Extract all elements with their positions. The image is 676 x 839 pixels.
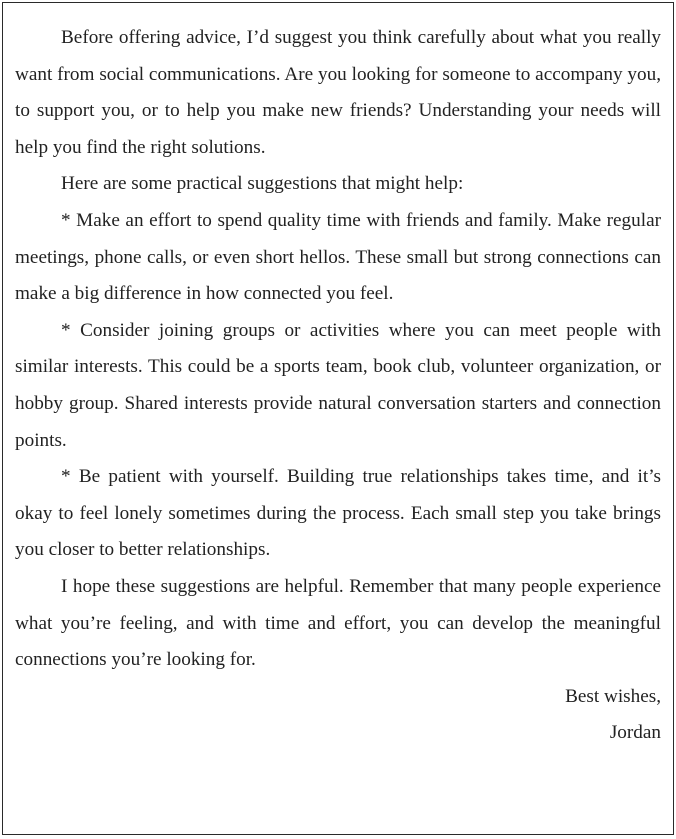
closing-paragraph: I hope these suggestions are helpful. Remember that many people experience what you’re feeling, and with time and effort, you can develop the meaningful connections you’re looking for. <box>15 575 661 671</box>
suggestion-quality-time: * Make an effort to spend quality time with friends and family. Make regular meetings, phone calls, or even short hellos. These small but strong connections can make a big difference in how connected you feel. <box>15 209 661 305</box>
suggestion-join-groups: * Consider joining groups or activities where you can meet people with similar interests. This could be a sports team, book club, volunteer organization, or hobby group. Shared interests provide natural conversation starters and connection points. <box>15 319 661 451</box>
intro-paragraph: Before offering advice, I’d suggest you think carefully about what you really want from social communications. Are you looking for someone to accompany you, to support you, or to help you make new friends? Understanding your needs will help you find the right solutions. <box>15 27 661 158</box>
suggestions-intro: Here are some practical suggestions that might help: <box>61 173 464 195</box>
letter-page <box>2 2 674 835</box>
signature: Jordan <box>609 722 661 744</box>
suggestion-be-patient: * Be patient with yourself. Building true relationships takes time, and it’s okay to feel lonely sometimes during the process. Each small step you take brings you closer to better relationships. <box>15 466 661 561</box>
closing-salutation: Best wishes, <box>565 685 661 707</box>
